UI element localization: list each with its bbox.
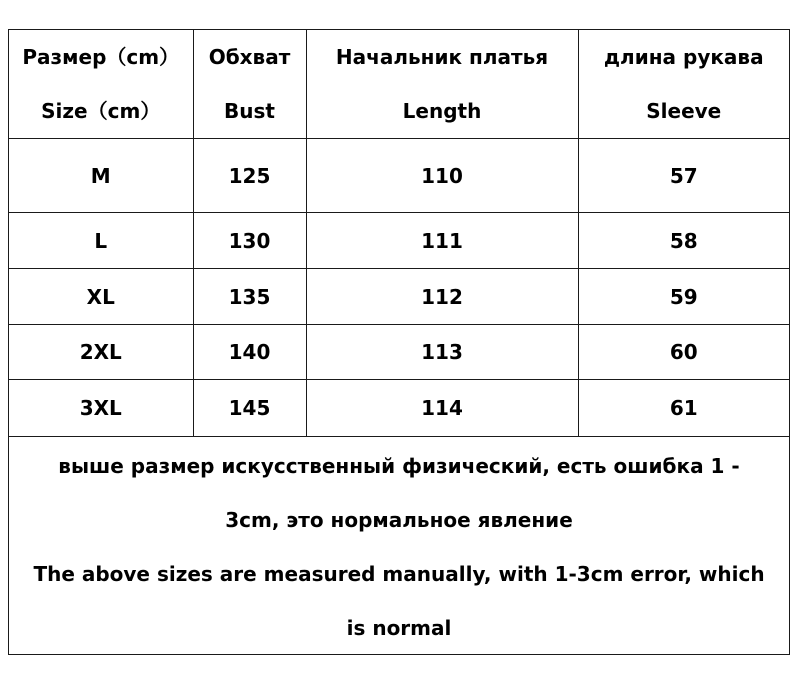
cell-sleeve: 61 <box>578 380 789 437</box>
table-row <box>9 213 789 269</box>
header-length-en: Length <box>402 99 482 123</box>
cell-bust: 130 <box>193 213 306 269</box>
size-chart <box>8 29 790 655</box>
cell-sleeve: 59 <box>578 269 789 325</box>
table-row <box>9 139 789 213</box>
header-bust <box>193 30 306 139</box>
note-ru-line-2: 3cm, это нормальное явление <box>225 508 573 532</box>
cell-size: 3XL <box>9 380 193 437</box>
cell-bust: 140 <box>193 325 306 380</box>
header-sleeve <box>578 30 789 139</box>
note-en-line-1: The above sizes are measured manually, with 1-3cm error, which <box>33 562 765 586</box>
note-ru-line-1: выше размер искусственный физический, есть ошибка 1 - <box>58 454 740 478</box>
size-table <box>9 30 789 437</box>
cell-length: 112 <box>306 269 578 325</box>
cell-sleeve: 58 <box>578 213 789 269</box>
header-size-en: Size（cm） <box>41 99 161 123</box>
header-sleeve-ru: длина рукава <box>603 45 764 69</box>
cell-bust: 145 <box>193 380 306 437</box>
header-row <box>9 30 789 139</box>
note-en-line-2: is normal <box>346 616 452 640</box>
cell-size: XL <box>9 269 193 325</box>
cell-sleeve: 60 <box>578 325 789 380</box>
table-row <box>9 325 789 380</box>
header-bust-ru: Обхват <box>208 45 291 69</box>
header-bust-en: Bust <box>224 99 275 123</box>
cell-bust: 125 <box>193 139 306 213</box>
cell-bust: 135 <box>193 269 306 325</box>
cell-length: 113 <box>306 325 578 380</box>
header-length-ru: Начальник платья <box>335 45 549 69</box>
header-size <box>9 30 193 139</box>
measurement-note <box>9 439 789 655</box>
header-sleeve-en: Sleeve <box>646 99 722 123</box>
table-row <box>9 269 789 325</box>
cell-size: M <box>9 139 193 213</box>
header-length <box>306 30 578 139</box>
cell-length: 111 <box>306 213 578 269</box>
cell-size: 2XL <box>9 325 193 380</box>
cell-length: 114 <box>306 380 578 437</box>
cell-sleeve: 57 <box>578 139 789 213</box>
table-row <box>9 380 789 437</box>
cell-size: L <box>9 213 193 269</box>
cell-length: 110 <box>306 139 578 213</box>
header-size-ru: Размер（cm） <box>22 45 180 69</box>
